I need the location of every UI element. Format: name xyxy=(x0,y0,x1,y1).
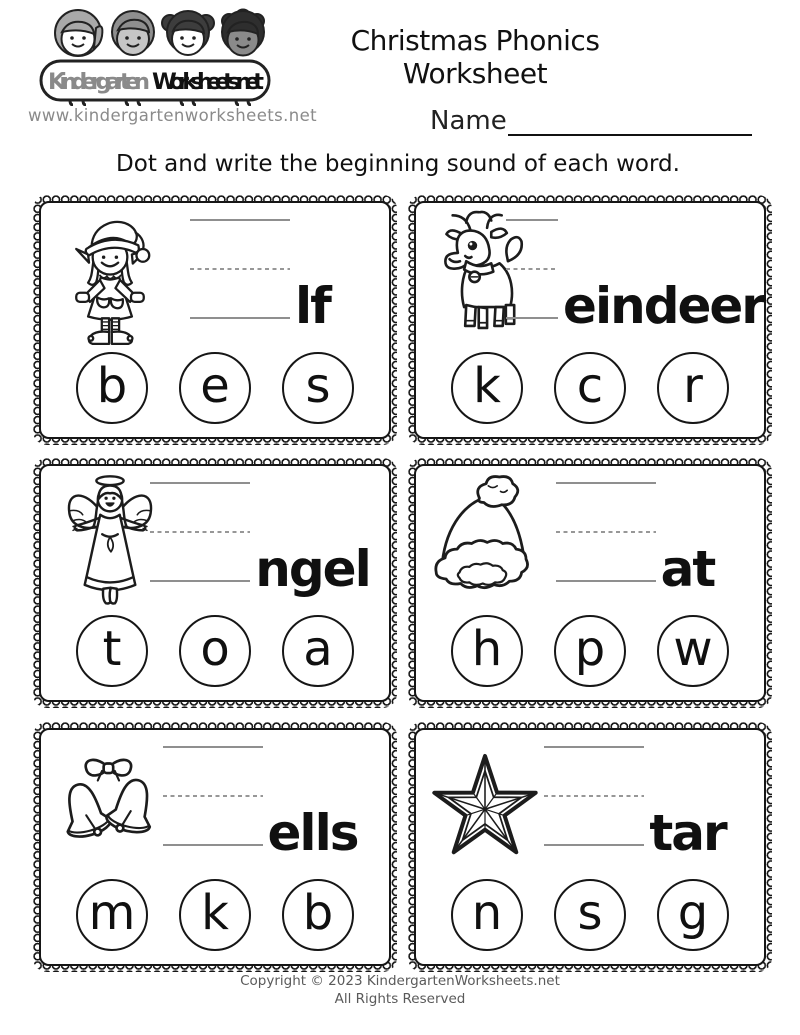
word-fragment: lf xyxy=(295,277,330,335)
card-frame xyxy=(39,201,391,439)
card-frame xyxy=(414,201,766,439)
logo-text-black: Worksheets.net xyxy=(152,69,264,95)
card-bells xyxy=(33,722,397,972)
card-reindeer xyxy=(408,195,772,445)
letter-option: k xyxy=(179,879,251,951)
letter-option: r xyxy=(657,352,729,424)
card-elf xyxy=(33,195,397,445)
name-blank-line xyxy=(508,104,752,136)
letter-option: s xyxy=(282,352,354,424)
letter-option: m xyxy=(76,879,148,951)
letter-choices xyxy=(420,878,760,952)
letter-option: e xyxy=(179,352,251,424)
letter-option: n xyxy=(451,879,523,951)
letter-option: h xyxy=(451,615,523,687)
word-fragment: ngel xyxy=(255,540,370,598)
kindergartenworksheets-logo xyxy=(38,6,273,106)
rights-text: All Rights Reserved xyxy=(334,990,466,1007)
card-star xyxy=(408,722,772,972)
letter-choices xyxy=(45,351,385,425)
card-angel xyxy=(33,458,397,708)
writing-lines xyxy=(163,746,263,846)
word-fragment: tar xyxy=(649,804,726,862)
letter-option: k xyxy=(451,352,523,424)
letter-option: b xyxy=(76,352,148,424)
letter-option: c xyxy=(554,352,626,424)
writing-lines xyxy=(544,746,644,846)
card-frame xyxy=(414,464,766,702)
card-frame xyxy=(39,464,391,702)
card-frame xyxy=(39,728,391,966)
writing-lines xyxy=(190,219,290,319)
word-fragment: eindeer xyxy=(563,277,764,335)
writing-lines xyxy=(506,219,558,319)
letter-option: a xyxy=(282,615,354,687)
site-url: www.kindergartenworksheets.net xyxy=(28,106,318,125)
letter-option: o xyxy=(179,615,251,687)
footer xyxy=(0,973,800,1008)
word-fragment: at xyxy=(660,540,715,598)
logo-text-gray: Kindergarten xyxy=(48,69,150,95)
letter-option: t xyxy=(76,615,148,687)
name-label: Name xyxy=(430,106,507,136)
letter-choices xyxy=(420,351,760,425)
writing-lines xyxy=(150,482,250,582)
card-santa-hat xyxy=(408,458,772,708)
letter-choices xyxy=(420,614,760,688)
page-title: Christmas Phonics Worksheet xyxy=(350,24,600,90)
name-field xyxy=(430,104,752,136)
word-fragment: ells xyxy=(267,804,358,862)
letter-option: g xyxy=(657,879,729,951)
letter-option: b xyxy=(282,879,354,951)
letter-choices xyxy=(45,878,385,952)
letter-option: p xyxy=(554,615,626,687)
card-frame xyxy=(414,728,766,966)
copyright-text: Copyright © 2023 KindergartenWorksheets.net xyxy=(240,973,560,989)
writing-lines xyxy=(556,482,656,582)
letter-option: w xyxy=(657,615,729,687)
letter-option: s xyxy=(554,879,626,951)
letter-choices xyxy=(45,614,385,688)
instruction-text: Dot and write the beginning sound of each word. xyxy=(116,151,680,177)
